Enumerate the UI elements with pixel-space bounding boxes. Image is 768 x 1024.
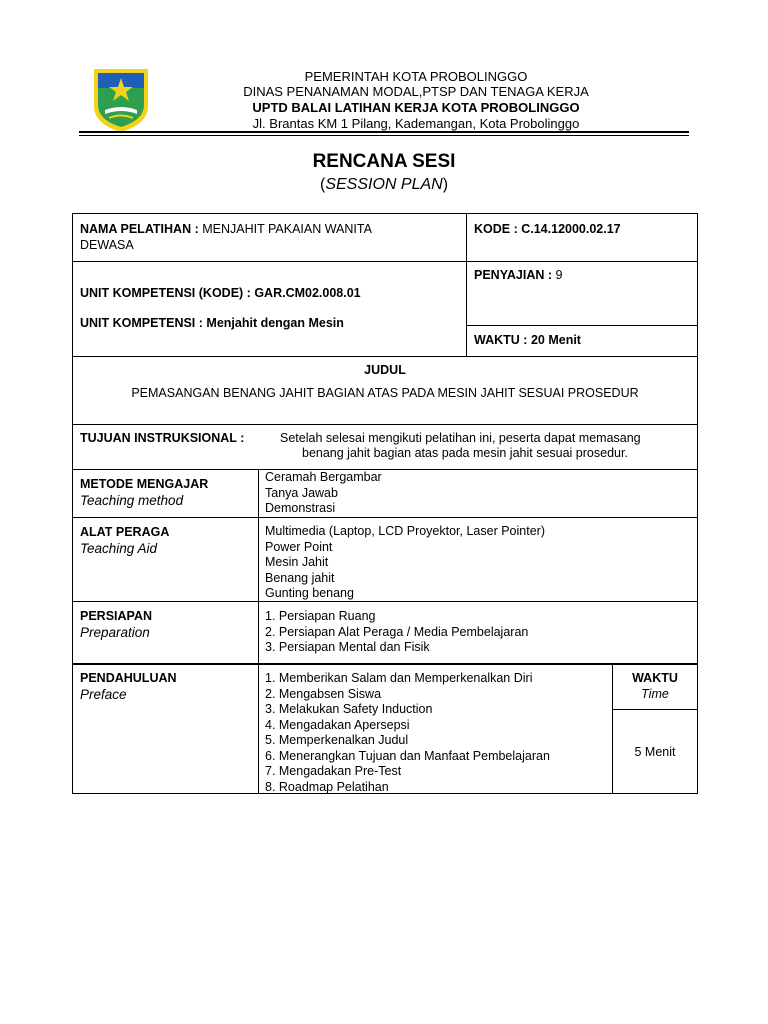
list-item: Power Point [265, 539, 333, 554]
judul-label: JUDUL [364, 363, 406, 377]
city-emblem-logo [91, 66, 151, 134]
preparation-list [265, 609, 528, 656]
method-list [265, 470, 382, 517]
document-title: RENCANA SESI [312, 151, 456, 172]
list-item: Tanya Jawab [265, 485, 338, 500]
preface-sublabel: Preface [80, 686, 127, 702]
duration-value: 20 Menit [530, 333, 581, 347]
preparation-label-cell [80, 609, 152, 640]
header-government: PEMERINTAH KOTA PROBOLINGGO [304, 69, 528, 84]
code-label: KODE : [474, 222, 518, 236]
course-name-label: NAMA PELATIHAN : [80, 222, 199, 236]
unit-code-label: UNIT KOMPETENSI (KODE) : [80, 286, 251, 300]
list-item: Mesin Jahit [265, 555, 329, 569]
list-item: Gunting benang [265, 586, 354, 600]
list-item: 3. Persiapan Mental dan Fisik [265, 640, 430, 654]
preface-time-sublabel: Time [641, 686, 669, 701]
header-address: Jl. Brantas KM 1 Pilang, Kademangan, Kota Probolinggo [252, 116, 580, 131]
preparation-sublabel: Preparation [80, 624, 150, 640]
preface-label-cell [80, 671, 177, 702]
preface-label: PENDAHULUAN [80, 671, 177, 685]
aid-sublabel: Teaching Aid [80, 540, 158, 556]
unit-code-value: GAR.CM02.008.01 [254, 286, 361, 300]
list-item: 2. Mengabsen Siswa [265, 686, 382, 701]
list-item: 1. Memberikan Salam dan Memperkenalkan Diri [265, 671, 533, 685]
course-name-value-2: DEWASA [80, 237, 134, 252]
presentation-value: 9 [555, 268, 563, 282]
unit-code-cell [80, 286, 361, 302]
method-label-cell [80, 477, 208, 508]
presentation-label: PENYAJIAN : [474, 268, 553, 282]
preparation-label: PERSIAPAN [80, 609, 153, 623]
preface-time-header [612, 671, 698, 702]
duration-cell [474, 333, 581, 349]
header-rule-thin [79, 135, 689, 136]
course-name-value-1: MENJAHIT PAKAIAN WANITA [202, 222, 372, 236]
preface-list [265, 671, 550, 795]
objective-line-1: Setelah selesai mengikuti pelatihan ini, peserta dapat memasang [280, 431, 641, 445]
header-department: DINAS PENANAMAN MODAL,PTSP DAN TENAGA KERJA [243, 84, 589, 99]
list-item: 2. Persiapan Alat Peraga / Media Pembelajaran [265, 624, 529, 639]
list-item: 3. Melakukan Safety Induction [265, 702, 433, 716]
list-item: 8. Roadmap Pelatihan [265, 779, 389, 794]
code-cell [474, 222, 621, 238]
objective-line-2: benang jahit bagian atas pada mesin jahit sesuai prosedur. [302, 446, 628, 460]
list-item: 4. Mengadakan Apersepsi [265, 717, 410, 732]
document-subtitle: (SESSION PLAN) [319, 176, 449, 193]
list-item: Multimedia (Laptop, LCD Proyektor, Laser Pointer) [265, 524, 545, 538]
method-label: METODE MENGAJAR [80, 477, 209, 491]
unit-name-cell [80, 316, 344, 332]
aid-list [265, 524, 545, 602]
judul-value: PEMASANGAN BENANG JAHIT BAGIAN ATAS PADA MESIN JAHIT SESUAI PROSEDUR [131, 386, 639, 400]
list-item: 1. Persiapan Ruang [265, 609, 376, 623]
list-item: Demonstrasi [265, 501, 336, 515]
preface-time-label: WAKTU [632, 671, 678, 685]
duration-label: WAKTU : [474, 333, 528, 347]
header-institution: UPTD BALAI LATIHAN KERJA KOTA PROBOLINGGO [252, 100, 580, 115]
list-item: Benang jahit [265, 570, 335, 585]
course-name-cell [80, 222, 372, 253]
presentation-cell [474, 268, 562, 284]
list-item: 7. Mengadakan Pre-Test [265, 764, 402, 778]
preface-time-value: 5 Menit [634, 745, 676, 759]
aid-label: ALAT PERAGA [80, 525, 170, 539]
header-rule-thick [79, 131, 689, 133]
code-value: C.14.12000.02.17 [521, 222, 621, 236]
list-item: Ceramah Bergambar [265, 470, 382, 484]
objective-label: TUJUAN INSTRUKSIONAL : [80, 431, 245, 445]
unit-name-label: UNIT KOMPETENSI : [80, 316, 203, 330]
unit-name-value: Menjahit dengan Mesin [206, 316, 344, 330]
list-item: 5. Memperkenalkan Judul [265, 733, 409, 747]
aid-label-cell [80, 525, 169, 556]
method-sublabel: Teaching method [80, 492, 184, 508]
list-item: 6. Menerangkan Tujuan dan Manfaat Pembelajaran [265, 748, 550, 763]
